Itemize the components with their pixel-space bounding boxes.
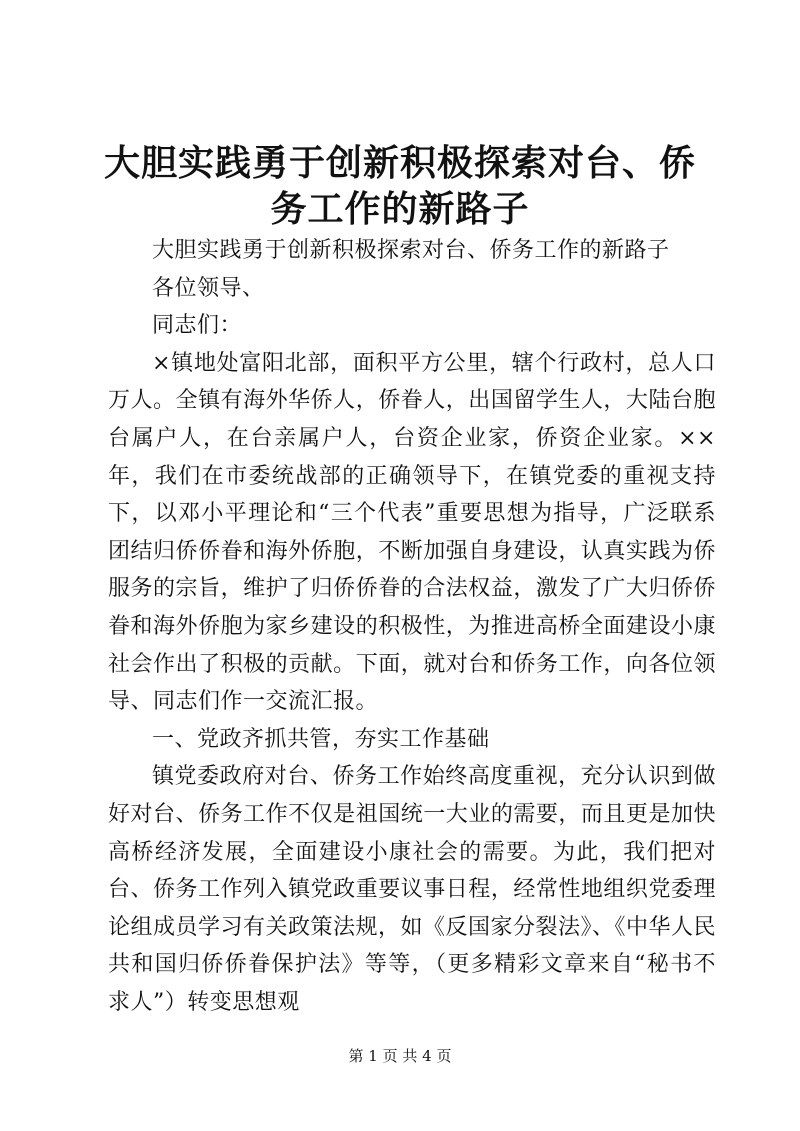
subtitle-paragraph: 大胆实践勇于创新积极探索对台、侨务工作的新路子 <box>152 238 670 263</box>
section-1-paragraph: 镇党委政府对台、侨务工作始终高度重视，充分认识到做好对台、侨务工作不仅是祖国统一大业的需要，而且更是加快高桥经济发展，全面建设小康社会的需要。为此，我们把对台、侨务工作列入镇党政重要议事日程，经常性地组织党委理论组成员学习有关政策法规，如《反国家分裂法》、《中华人民共和国归侨侨眷保护法》等等，（更多精彩文章来自“秘书不求人”）转变思想观 <box>108 764 717 1015</box>
section-heading-1: 一、党政齐抓共管，夯实工作基础 <box>152 726 490 752</box>
intro-paragraph: ×镇地处富阳北部，面积平方公里，辖个行政村，总人口万人。全镇有海外华侨人，侨眷人，出国留学生人，大陆台胞台属户人，在台亲属户人，台资企业家，侨资企业家。××年，我们在市委统战部的正确领导下，在镇党委的重视支持下，以邓小平理论和“三个代表”重要思想为指导，广泛联系团结归侨侨眷和海外侨胞，不断加强自身建设，认真实践为侨服务的宗旨，维护了归侨侨眷的合法权益，激发了广大归侨侨眷和海外侨胞为家乡建设的积极性，为推进高桥全面建设小康社会作出了积极的贡献。下面，就对台和侨务工作，向各位领导、同志们作一交流汇报。 <box>108 350 716 715</box>
salutation-leaders: 各位领导、 <box>152 275 265 301</box>
document-body <box>108 232 716 1021</box>
page-footer: 第 1 页 共 4 页 <box>348 1047 452 1065</box>
document-title: 大胆实践勇于创新积极探索对台、侨务工作的新路子 <box>103 142 696 230</box>
salutation-comrades: 同志们： <box>152 313 243 339</box>
